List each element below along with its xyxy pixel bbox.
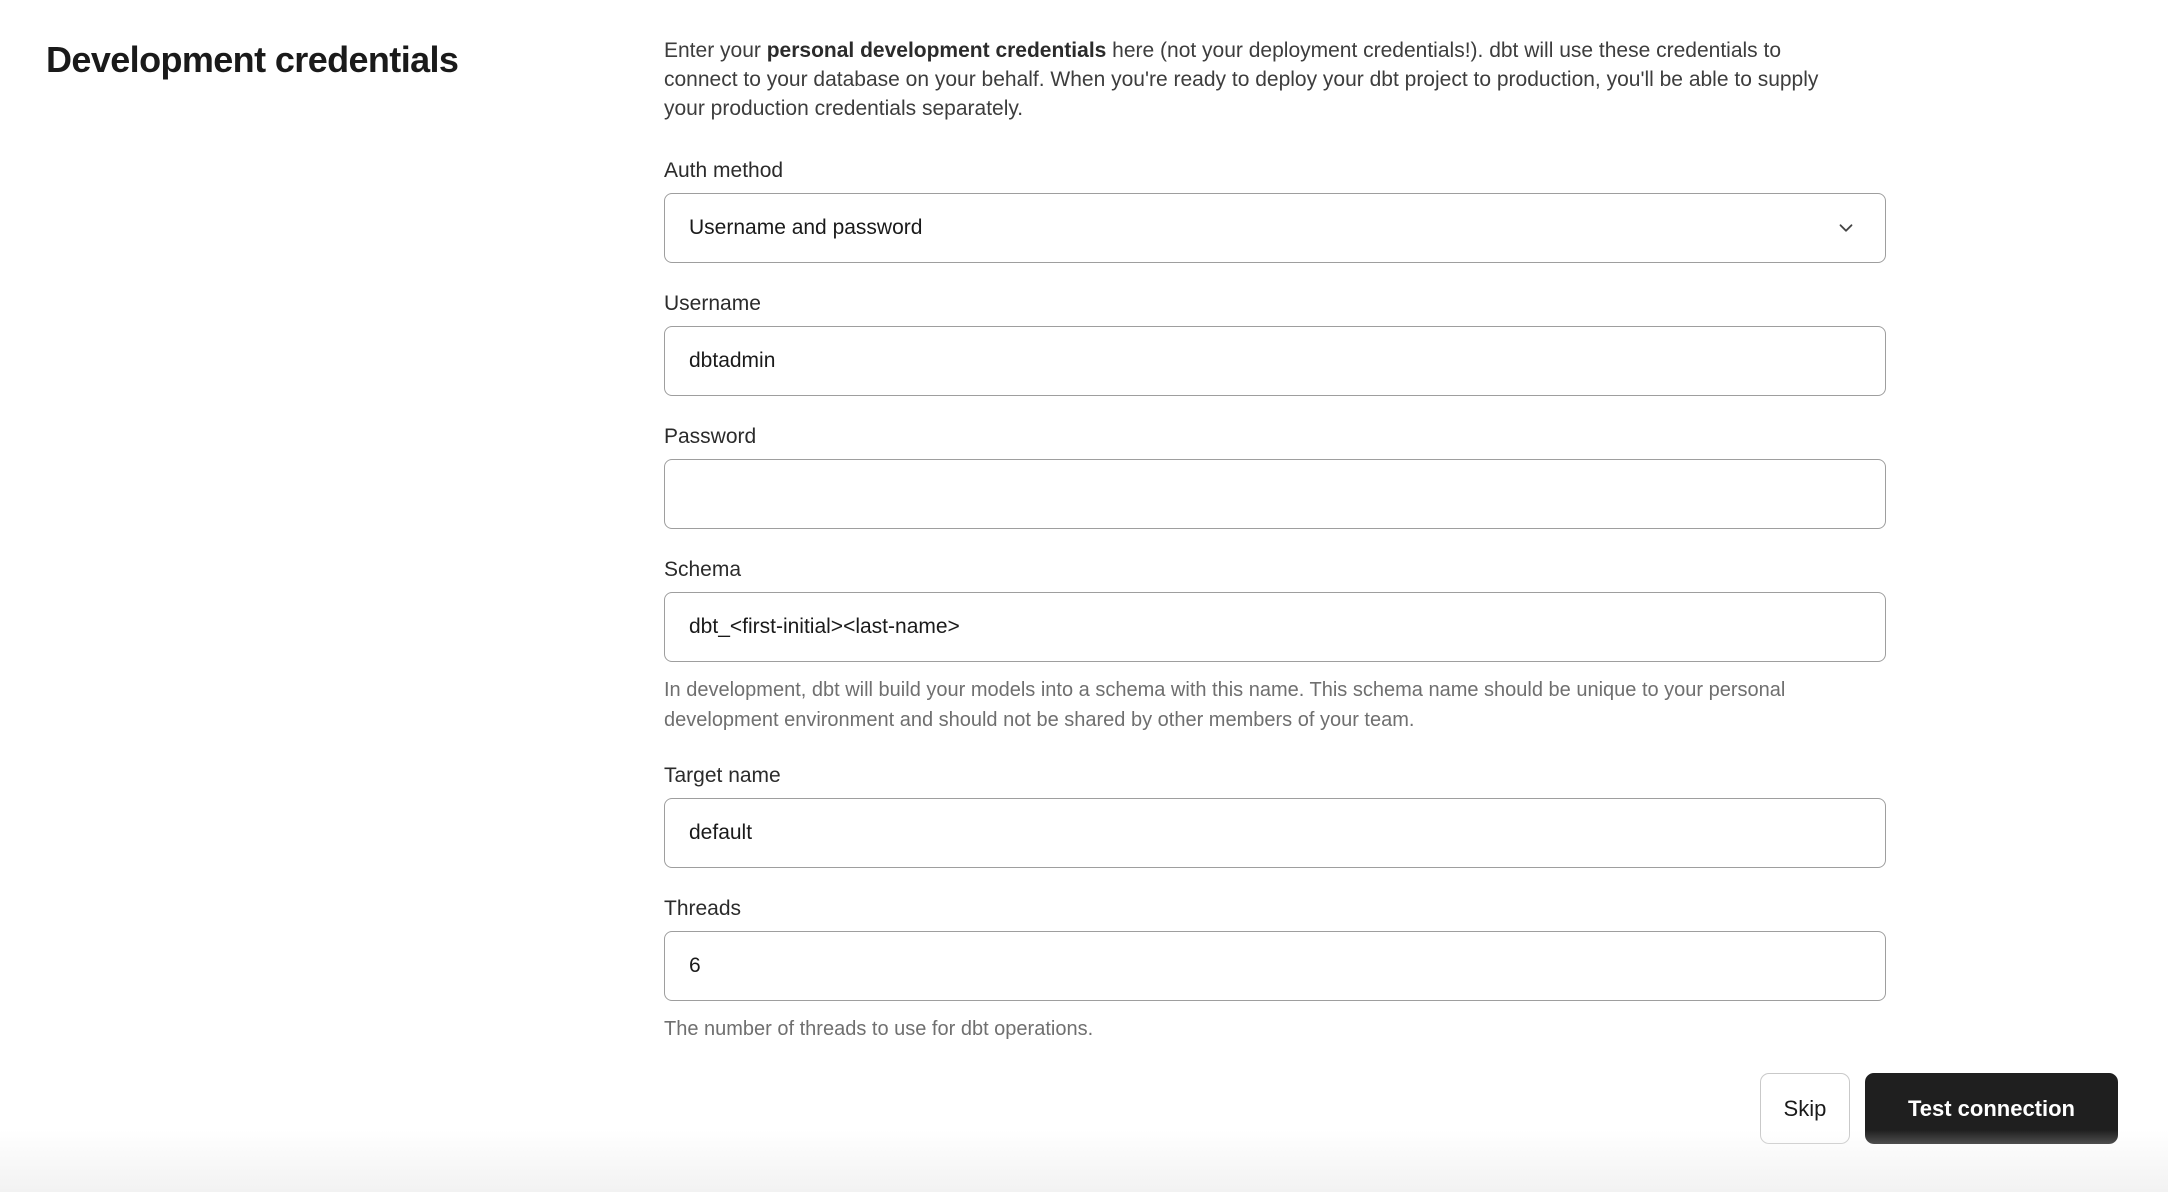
threads-help-text: The number of threads to use for dbt operations. (664, 1018, 1094, 1040)
description-bold: personal development credentials (766, 39, 1107, 62)
section-title-column (0, 0, 664, 1192)
schema-help-text: In development, dbt will build your models into a schema with this name. This schema name should be unique to your personal development environment and should not be shared by other members of your team. (664, 679, 1786, 731)
auth-method-selected-value: Username and password (689, 216, 923, 239)
chevron-down-icon (1835, 217, 1857, 239)
target-name-input[interactable] (664, 798, 1886, 868)
schema-input[interactable] (664, 592, 1886, 662)
skip-button[interactable]: Skip (1760, 1073, 1850, 1144)
test-connection-button[interactable]: Test connection (1865, 1073, 2118, 1144)
target-name-label: Target name (664, 764, 781, 787)
schema-label: Schema (664, 558, 742, 581)
description-suffix: here (not your deployment credentials!). dbt will use these credentials to connect to your database on your behalf. When you're ready to deploy your dbt project to production, you'll be able to supply your production credentials separately. (664, 39, 1819, 120)
footer-actions (1760, 1073, 2118, 1144)
auth-method-field (664, 159, 1892, 263)
description-prefix: Enter your (664, 39, 767, 62)
password-label: Password (664, 425, 757, 448)
username-label: Username (664, 292, 761, 315)
auth-method-select[interactable] (664, 193, 1886, 263)
password-input[interactable] (664, 459, 1886, 529)
username-input[interactable] (664, 326, 1886, 396)
threads-label: Threads (664, 897, 742, 920)
threads-input[interactable] (664, 931, 1886, 1001)
page-title: Development credentials (46, 39, 459, 80)
schema-field (664, 558, 1892, 735)
description-text (664, 36, 1844, 123)
auth-method-label: Auth method (664, 159, 784, 182)
credentials-form (664, 0, 1892, 1192)
threads-field (664, 897, 1892, 1044)
password-field (664, 425, 1892, 529)
target-name-field (664, 764, 1892, 868)
username-field (664, 292, 1892, 396)
